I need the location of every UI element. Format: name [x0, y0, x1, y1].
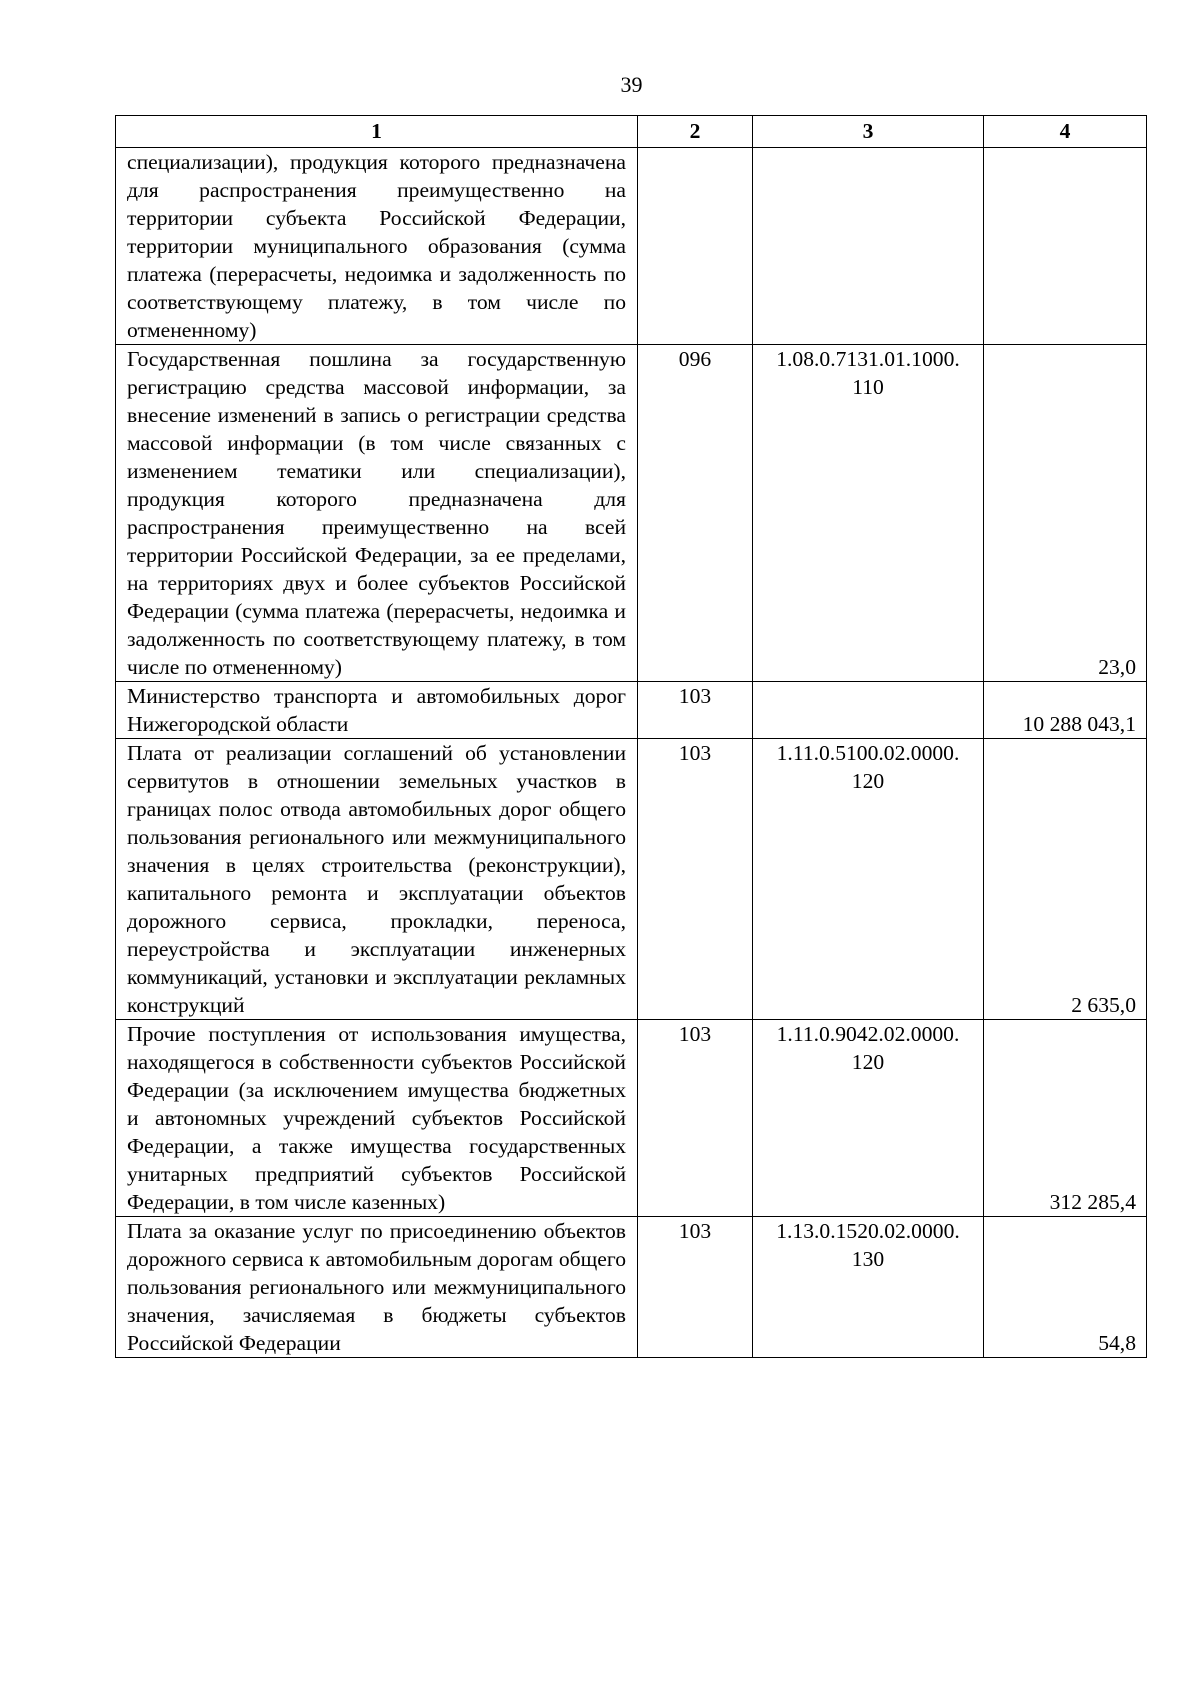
row-description: Плата от реализации соглашений об установлении сервитутов в отношении земельных участков в границах полос отвода автомобильных дорог общего пользования регионального или межмуниципального значения в целях строительства (реконструкции), капитального ремонта и эксплуатации объектов дорожного сервиса, прокладки, переноса, переустройства и эксплуатации инженерных коммуникаций, установки и эксплуатации рекламных конструкций [116, 739, 638, 1020]
table-row [116, 1020, 1147, 1217]
table-row [116, 1217, 1147, 1358]
row-description: специализации), продукция которого предназначена для распространения преимущественно на территории субъекта Российской Федерации, территории муниципального образования (сумма платежа (перерасчеты, недоимка и задолженность по соответствующему платежу, в том числе по отмененному) [116, 148, 638, 345]
code-line-1: 1.13.0.1520.02.0000. [776, 1219, 960, 1243]
row-classification-code [753, 1020, 984, 1217]
code-line-1: 1.11.0.5100.02.0000. [776, 741, 960, 765]
row-classification-code [753, 682, 984, 739]
row-admin-code: 096 [638, 345, 753, 682]
row-admin-code: 103 [638, 1020, 753, 1217]
code-line-2: 130 [851, 1247, 885, 1271]
row-admin-code: 103 [638, 1217, 753, 1358]
row-amount: 23,0 [984, 345, 1147, 682]
row-amount: 312 285,4 [984, 1020, 1147, 1217]
code-line-2: 120 [851, 1050, 885, 1074]
row-amount: 54,8 [984, 1217, 1147, 1358]
row-description: Государственная пошлина за государственную регистрацию средства массовой информации, за внесение изменений в запись о регистрации средства массовой информации (в том числе связанных с изменением тематики или специализации), продукция которого предназначена для распространения преимущественно на всей территории Российской Федерации, за ее пределами, на территориях двух и более субъектов Российской Федерации (сумма платежа (перерасчеты, недоимка и задолженность по соответствующему платежу, в том числе по отмененному) [116, 345, 638, 682]
row-admin-code: 103 [638, 739, 753, 1020]
row-classification-code [753, 1217, 984, 1358]
row-amount [984, 148, 1147, 345]
row-admin-code: 103 [638, 682, 753, 739]
row-classification-code [753, 739, 984, 1020]
header-col-1: 1 [116, 116, 638, 148]
code-line-1: 1.11.0.9042.02.0000. [776, 1022, 960, 1046]
row-amount: 2 635,0 [984, 739, 1147, 1020]
table-row-ministry [116, 682, 1147, 739]
page-number: 39 [620, 72, 643, 97]
row-amount: 10 288 043,1 [984, 682, 1147, 739]
row-classification-code [753, 345, 984, 682]
row-admin-code [638, 148, 753, 345]
code-line-1: 1.08.0.7131.01.1000. [776, 347, 960, 371]
row-description: Прочие поступления от использования имущества, находящегося в собственности субъектов Российской Федерации (за исключением имущества бюджетных и автономных учреждений субъектов Российской Федерации, а также имущества государственных унитарных предприятий субъектов Российской Федерации, в том числе казенных) [116, 1020, 638, 1217]
table-row [116, 739, 1147, 1020]
table-row [116, 148, 1147, 345]
table-row [116, 345, 1147, 682]
header-col-4: 4 [984, 116, 1147, 148]
row-classification-code [753, 148, 984, 345]
header-col-2: 2 [638, 116, 753, 148]
row-description: Плата за оказание услуг по присоединению объектов дорожного сервиса к автомобильным дорогам общего пользования регионального или межмуниципального значения, зачисляемая в бюджеты субъектов Российской Федерации [116, 1217, 638, 1358]
row-description: Министерство транспорта и автомобильных дорог Нижегородской области [116, 682, 638, 739]
header-row [116, 116, 1147, 148]
code-line-2: 110 [852, 375, 884, 399]
code-line-2: 120 [851, 769, 885, 793]
budget-table [115, 115, 1147, 1358]
header-col-3: 3 [753, 116, 984, 148]
